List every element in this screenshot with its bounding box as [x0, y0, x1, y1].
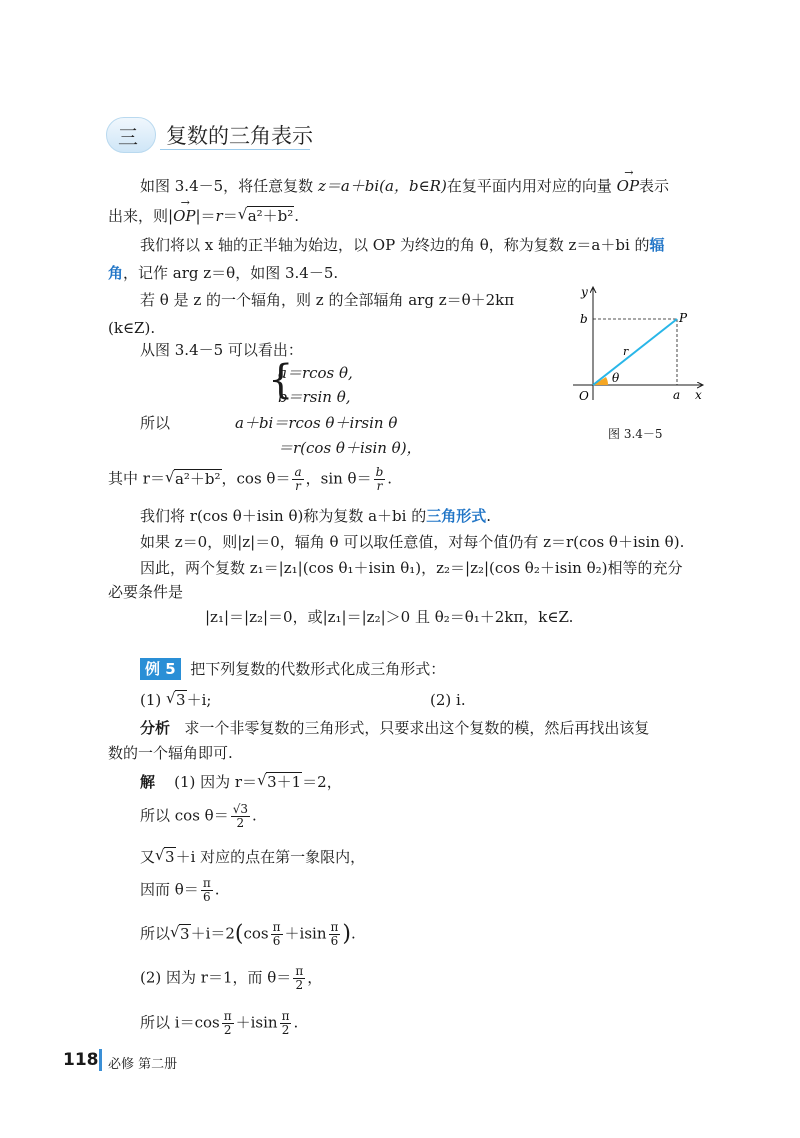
vector-op: OP →: [617, 175, 639, 197]
solution-line4: 因而 θ＝ $\frac{\pi}{6}$ .: [140, 876, 220, 904]
para4-line1: 从图 3.4－5 可以看出：: [140, 341, 303, 359]
para3-line2: (k∈Z).: [108, 319, 156, 337]
para2-line1: 我们将以 x 轴的正半轴为始边，以 OP 为终边的角 θ，称为复数 z＝a＋bi 的辐: [140, 236, 665, 254]
example-line: 例 5 把下列复数的代数形式化成三角形式：: [140, 658, 445, 680]
solution-line5: 所以√ 3＋i＝2(cos $\frac{\pi}{6}$ ＋isin $\frac{\pi}{6}$ ).: [140, 921, 356, 948]
para7-condition: |z₁|＝|z₂|＝0，或|z₁|＝|z₂|＞0 且 θ₂＝θ₁＋2kπ，k∈Z.: [205, 608, 574, 626]
para1-line2: 出来，则|OP →|＝r＝√ a²＋b².: [108, 205, 299, 227]
label-b: b: [580, 312, 588, 326]
page-number: 118: [63, 1050, 99, 1070]
figure-3-4-5: [565, 282, 715, 407]
section-number: 三: [118, 125, 138, 149]
so-label: 所以: [140, 414, 171, 432]
label-r: r: [623, 345, 629, 358]
solution-line2: 所以 cos θ＝ $\frac{√3}{2}$ .: [140, 802, 257, 830]
system-brace: {: [268, 357, 294, 403]
vector-op-line: [593, 319, 677, 385]
solution-line3: 又√ 3＋i 对应的点在第一象限内，: [140, 846, 365, 868]
example-tag: 例 5: [140, 658, 181, 680]
section-title: 复数的三角表示: [166, 124, 313, 148]
label-p: P: [679, 311, 688, 325]
analysis-line2: 数的一个辐角即可.: [108, 744, 233, 762]
term-trig-form: 三角形式: [426, 507, 487, 525]
eq-line1: a＋bi＝rcos θ＋irsin θ: [235, 414, 398, 432]
para3-line1: 若 θ 是 z 的一个辐角，则 z 的全部辐角 arg z＝θ＋2kπ: [140, 291, 515, 309]
para5: 我们将 r(cos θ＋isin θ)称为复数 a＋bi 的三角形式.: [140, 507, 491, 525]
where-line: 其中 r＝√ a²＋b²，cos θ＝ $\frac{a}{r}$ ，sin θ＝ $\frac{b}{r}$ .: [108, 466, 392, 493]
label-a: a: [673, 388, 681, 402]
para6: 如果 z＝0，则|z|＝0，辐角 θ 可以取任意值，对每个值仍有 z＝r(cos θ＋isin θ).: [140, 533, 685, 551]
label-o: O: [579, 389, 589, 403]
label-x: x: [695, 388, 702, 402]
system-eq2: b＝rsin θ,: [278, 388, 351, 406]
para7-line1: 因此，两个复数 z₁＝|z₁|(cos θ₁＋isin θ₁)，z₂＝|z₂|(cos θ₂＋isin θ₂)相等的充分: [140, 559, 683, 577]
example-q1: (1) √ 3＋i;: [140, 689, 211, 711]
system-eq1: a＝rcos θ,: [278, 364, 353, 382]
solution-line6: (2) 因为 r＝1，而 θ＝ $\frac{\pi}{2}$ ，: [140, 964, 323, 992]
section-underline: [160, 149, 310, 150]
para2-line2: 角，记作 arg z＝θ，如图 3.4－5.: [108, 264, 339, 282]
term-argument: 辐: [649, 236, 665, 254]
footer-bar: [99, 1049, 102, 1071]
solution-line7: 所以 i＝cos $\frac{\pi}{2}$ ＋isin $\frac{\pi}{2}$ .: [140, 1009, 299, 1037]
solution-line1: 解 (1) 因为 r＝√ 3＋1＝2，: [140, 771, 342, 793]
figure-caption: 图 3.4－5: [608, 427, 663, 441]
label-theta: θ: [612, 371, 620, 385]
para1-line1: 如图 3.4－5，将任意复数 z＝a＋bi(a，b∈R)在复平面内用对应的向量 OP →表示: [140, 175, 669, 197]
label-y: y: [581, 285, 588, 299]
book-title: 必修 第二册: [108, 1057, 178, 1072]
analysis-line1: 分析 求一个非零复数的三角形式，只要求出这个复数的模，然后再找出该复: [140, 719, 650, 737]
example-q2: (2) i.: [430, 691, 466, 709]
para7-line2: 必要条件是: [108, 583, 184, 601]
eq-line2: ＝r(cos θ＋isin θ)，: [278, 439, 422, 457]
